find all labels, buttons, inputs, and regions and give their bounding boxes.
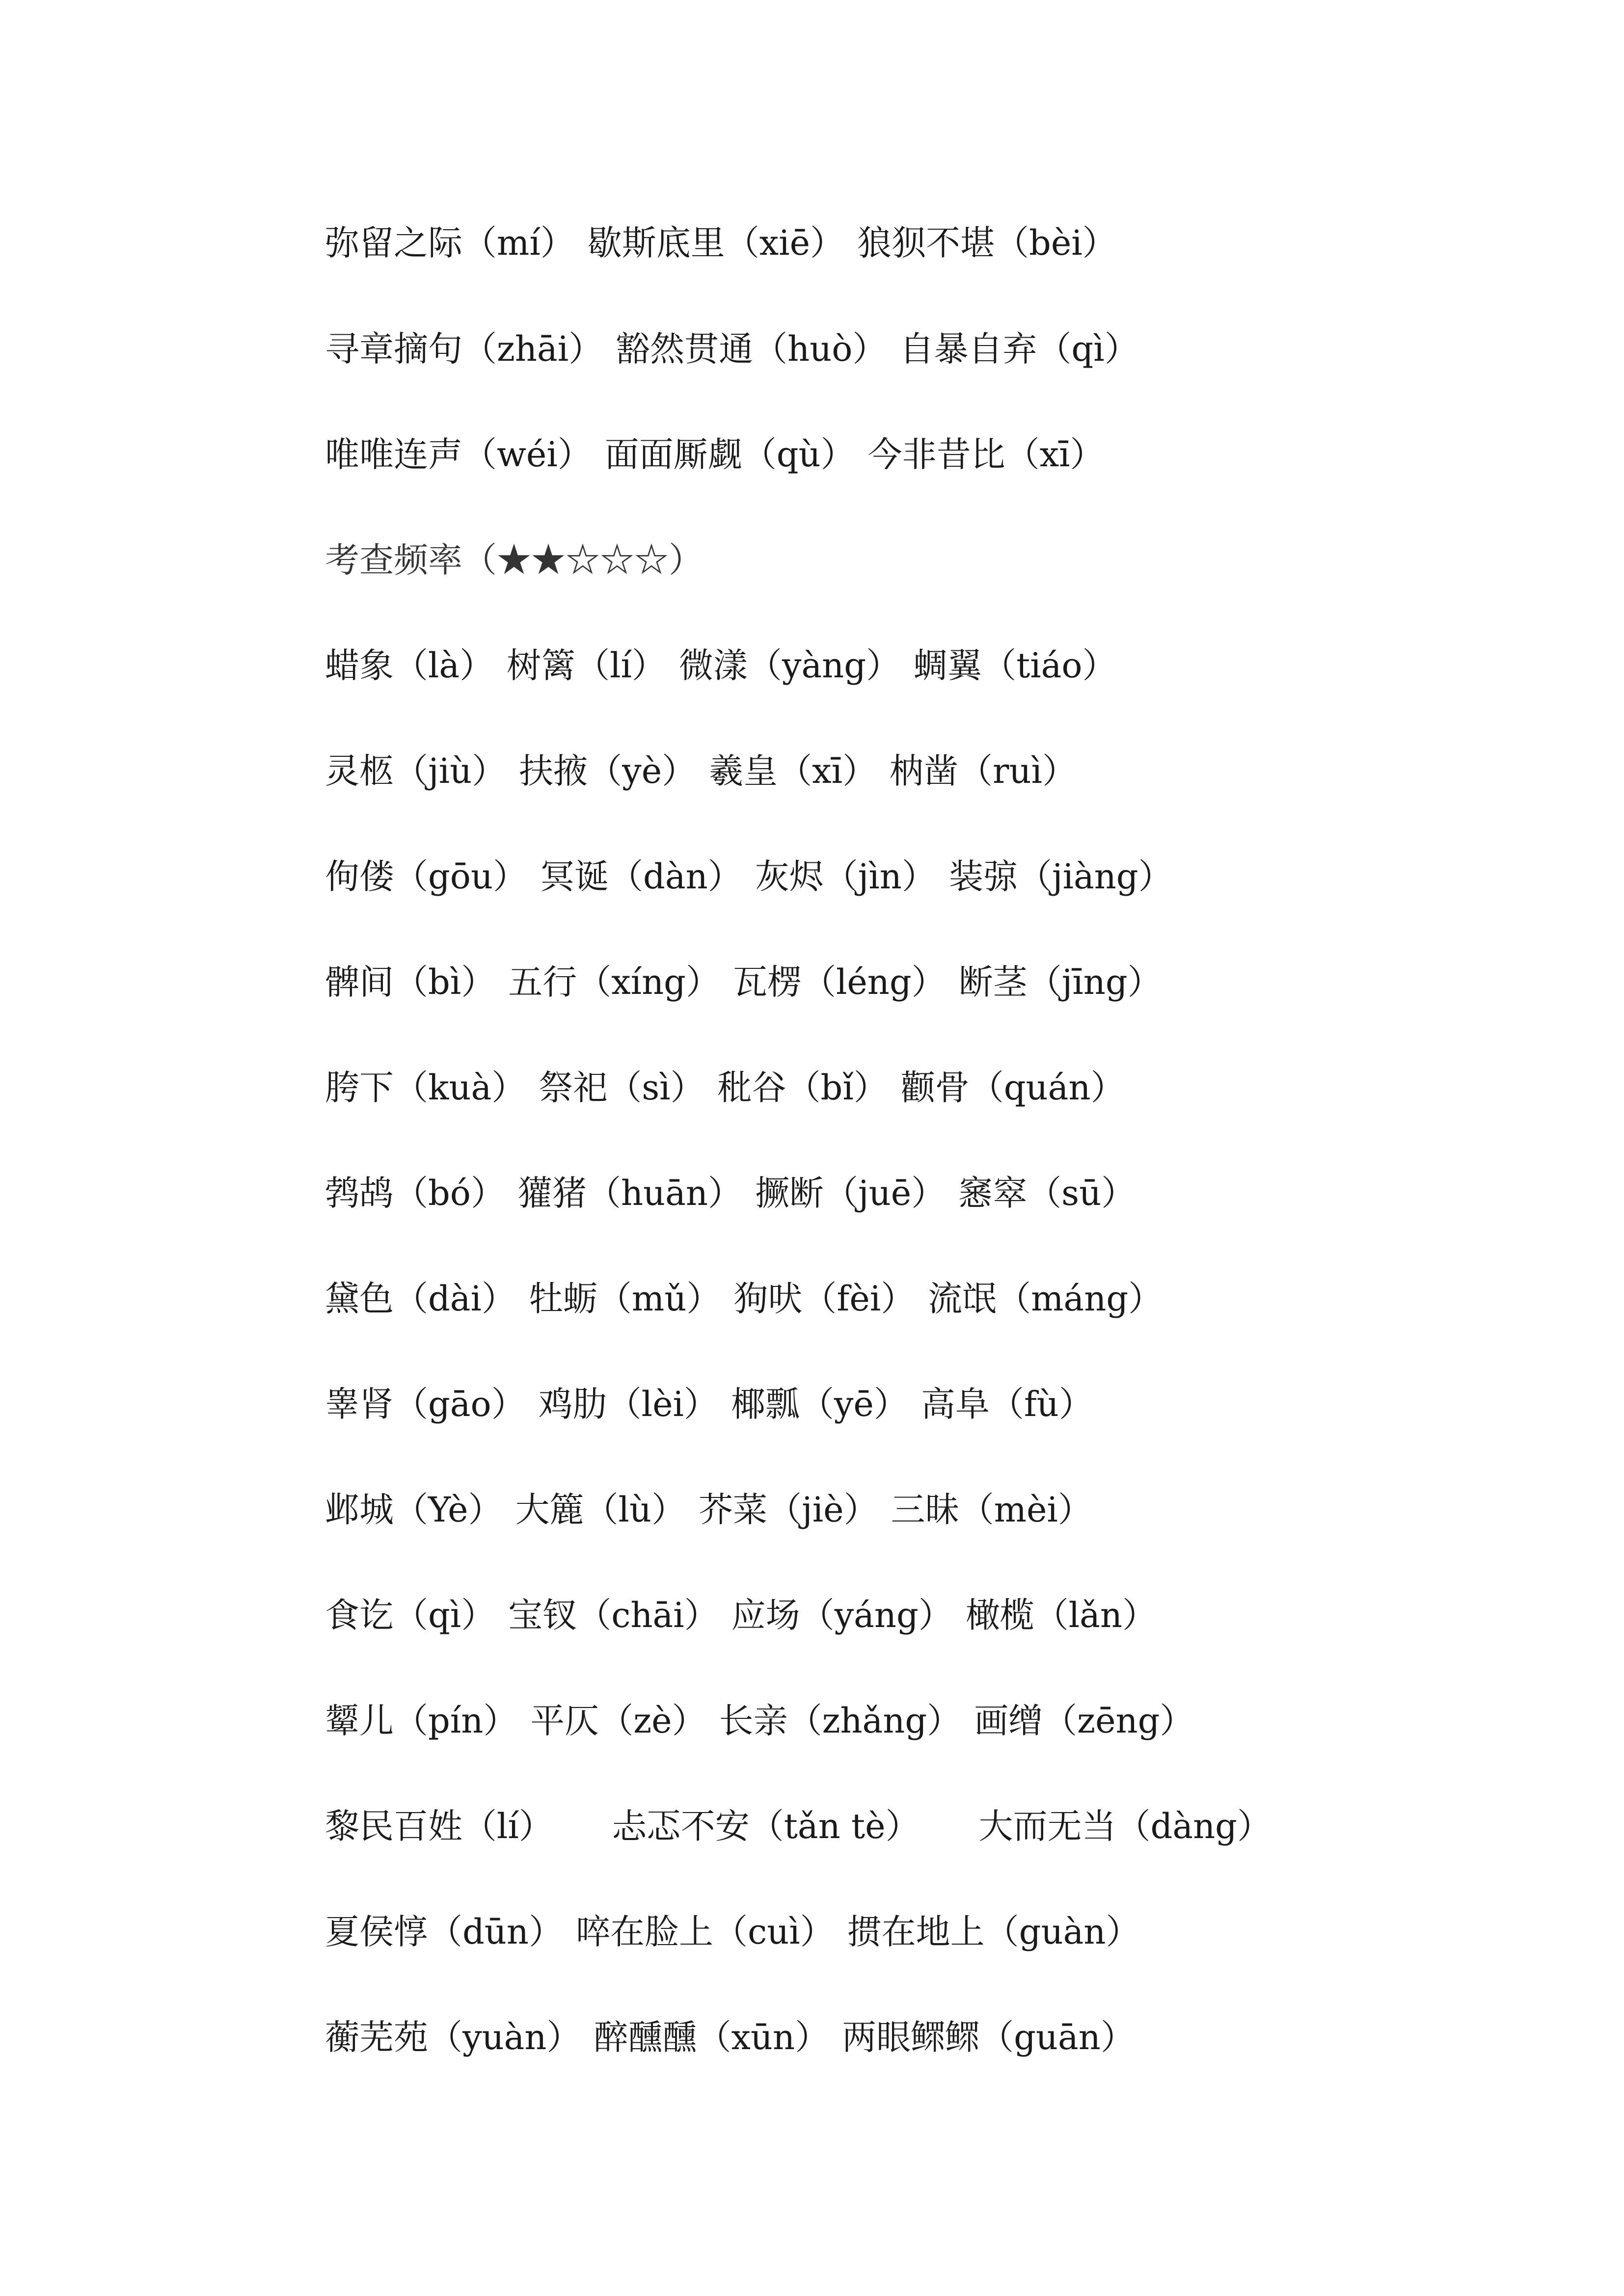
vocab-item: 三昧（mèi） [891, 1490, 1092, 1530]
frequency-heading [325, 523, 703, 597]
vocab-item: 豁然贯通（huò） [616, 329, 887, 369]
vocab-item: 牡蛎（mǔ） [528, 1279, 721, 1319]
vocab-item: 狼狈不堪（bèi） [857, 223, 1117, 263]
vocab-line-15 [325, 1684, 1194, 1758]
frequency-rating: 考查频率（★★☆☆☆） [325, 540, 703, 580]
vocab-line-1 [325, 206, 1117, 280]
vocab-item: 流氓（máng） [928, 1279, 1163, 1319]
vocab-item: 高阜（fù） [920, 1384, 1093, 1424]
vocab-item: 黛色（dài） [325, 1279, 516, 1319]
vocab-item: 树篱（lí） [507, 645, 666, 686]
vocab-item: 自暴自弃（qì） [899, 329, 1139, 369]
vocab-line-14 [325, 1578, 1157, 1652]
vocab-item: 应场（yáng） [731, 1595, 953, 1635]
vocab-item: 忐忑不安（tǎn tè） [612, 1806, 920, 1846]
vocab-item: 夏侯惇（dūn） [325, 1912, 563, 1952]
vocab-item: 两眼鳏鳏（guān） [842, 2017, 1135, 2057]
vocab-item: 今非昔比（xī） [867, 434, 1105, 475]
vocab-item: 大簏（lù） [515, 1490, 686, 1530]
vocab-item: 弥留之际（mí） [325, 223, 575, 263]
vocab-item: 平仄（zè） [530, 1701, 706, 1741]
vocab-line-12 [325, 1367, 1093, 1441]
vocab-item: 长亲（zhǎng） [719, 1701, 962, 1741]
vocab-line-10 [325, 1156, 1136, 1230]
vocab-item: 瓦楞（léng） [732, 962, 946, 1002]
vocab-item: 寻章摘句（zhāi） [325, 329, 603, 369]
vocab-line-16 [325, 1789, 1272, 1863]
vocab-item: 獾猪（huān） [517, 1173, 742, 1213]
vocab-item: 祭祀（sì） [539, 1068, 705, 1108]
vocab-item: 唯唯连声（wéi） [325, 434, 592, 475]
vocab-item: 食讫（qì） [325, 1595, 496, 1635]
vocab-item: 断茎（jīng） [958, 962, 1162, 1002]
vocab-item: 歇斯底里（xiē） [587, 223, 845, 263]
vocab-item: 蜡象（là） [325, 645, 494, 686]
vocab-item: 扶掖（yè） [519, 751, 697, 791]
vocab-line-2 [325, 312, 1139, 386]
vocab-item: 窸窣（sū） [958, 1173, 1136, 1213]
vocab-item: 灰烬（jìn） [755, 856, 936, 897]
vocab-item: 椰瓢（yē） [731, 1384, 908, 1424]
vocab-item: 画缯（zēng） [974, 1701, 1194, 1741]
vocab-item: 撅断（juē） [755, 1173, 946, 1213]
vocab-line-8 [325, 945, 1162, 1019]
vocab-item: 啐在脸上（cuì） [575, 1912, 835, 1952]
vocab-item: 颧骨（quán） [900, 1068, 1125, 1108]
vocab-item: 鸡肋（lèi） [538, 1384, 718, 1424]
vocab-item: 邺城（Yè） [325, 1490, 503, 1530]
vocab-line-11 [325, 1262, 1163, 1335]
vocab-line-18 [325, 2001, 1135, 2074]
vocab-line-5 [325, 629, 1116, 702]
vocab-item: 宝钗（chāi） [508, 1595, 719, 1635]
vocab-item: 掼在地上（guàn） [847, 1912, 1140, 1952]
vocab-item: 微漾（yàng） [678, 645, 901, 686]
vocab-item: 羲皇（xī） [709, 751, 877, 791]
vocab-line-6 [325, 734, 1077, 808]
vocab-item: 装弶（jiàng） [948, 856, 1173, 897]
vocab-item: 冥诞（dàn） [540, 856, 742, 897]
vocab-item: 佝偻（gōu） [325, 856, 528, 897]
vocab-item: 醉醺醺（xūn） [594, 2017, 830, 2057]
vocab-item: 面面厮觑（qù） [604, 434, 855, 475]
vocab-item: 枘凿（ruì） [890, 751, 1077, 791]
vocab-item: 鹁鸪（bó） [325, 1173, 505, 1213]
vocab-item: 颦儿（pín） [325, 1701, 518, 1741]
vocab-line-3 [325, 418, 1105, 491]
vocab-item: 芥菜（jiè） [699, 1490, 878, 1530]
vocab-line-9 [325, 1051, 1125, 1124]
vocab-item: 黎民百姓（lí） [325, 1806, 553, 1846]
vocab-item: 蜩翼（tiáo） [913, 645, 1117, 686]
vocab-line-17 [325, 1895, 1140, 1969]
vocab-item: 灵柩（jiù） [325, 751, 507, 791]
vocab-item: 橄榄（lǎn） [965, 1595, 1157, 1635]
vocab-item: 秕谷（bǐ） [717, 1068, 888, 1108]
vocab-item: 胯下（kuà） [325, 1068, 526, 1108]
vocab-item: 狗吠（fèi） [733, 1279, 916, 1319]
vocab-line-13 [325, 1473, 1092, 1547]
vocab-item: 大而无当（dàng） [978, 1806, 1272, 1846]
vocab-item: 蘅芜苑（yuàn） [325, 2017, 581, 2057]
vocab-item: 髀间（bì） [325, 962, 496, 1002]
vocab-item: 睾肾（gāo） [325, 1384, 526, 1424]
vocab-item: 五行（xíng） [508, 962, 720, 1002]
vocab-line-7 [325, 840, 1173, 913]
